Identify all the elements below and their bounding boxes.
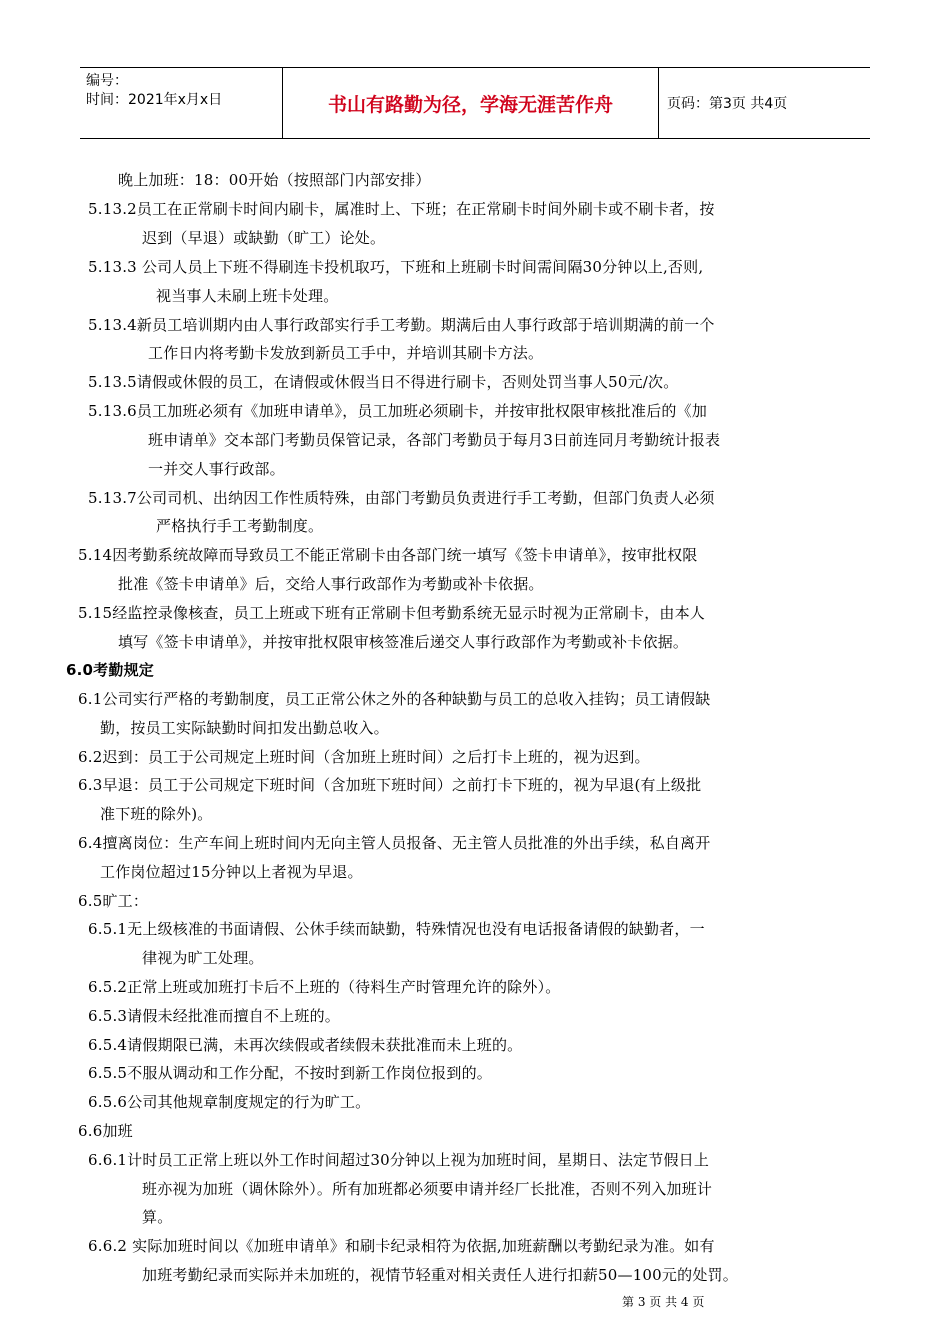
body-line: 6.5.6公司其他规章制度规定的行为旷工。 — [88, 1093, 371, 1111]
body-line: 班亦视为加班（调休除外）。所有加班都必须要申请并经厂长批准，否则不列入加班计 — [142, 1180, 713, 1198]
body-line: 5.14因考勤系统故障而导致员工不能正常刷卡由各部门统一填写《签卡申请单》，按审批权限 — [78, 546, 698, 564]
body-line: 严格执行手工考勤制度。 — [156, 517, 324, 535]
body-line: 6.1公司实行严格的考勤制度，员工正常公休之外的各种缺勤与员工的总收入挂钩；员工请假缺 — [78, 690, 711, 708]
body-line: 5.13.3 公司人员上下班不得刷连卡投机取巧，下班和上班刷卡时间需间隔30分钟以上,否则, — [88, 258, 704, 276]
section-heading: 6.0考勤规定 — [66, 661, 154, 679]
body-line: 批准《签卡申请单》后，交给人事行政部作为考勤或补卡依据。 — [118, 575, 544, 593]
body-line: 5.13.7公司司机、出纳因工作性质特殊，由部门考勤员负责进行手工考勤，但部门负责人必须 — [88, 489, 715, 507]
body-line: 填写《签卡申请单》，并按审批权限审核签准后递交人事行政部作为考勤或补卡依据。 — [118, 633, 689, 651]
body-line: 准下班的除外)。 — [100, 805, 213, 823]
body-line: 6.4擅离岗位：生产车间上班时间内无向主管人员报备、无主管人员批准的外出手续，私自离开 — [78, 834, 711, 852]
body-line: 工作岗位超过15分钟以上者视为早退。 — [100, 863, 363, 881]
doc-date-label: 时间：2021年x月x日 — [86, 92, 223, 108]
body-line: 视当事人未刷上班卡处理。 — [156, 287, 339, 305]
page-header — [80, 67, 870, 139]
header-motto: 书山有路勤为径，学海无涯苦作舟 — [283, 68, 659, 138]
body-line: 6.6加班 — [78, 1122, 133, 1140]
body-line: 工作日内将考勤卡发放到新员工手中，并培训其刷卡方法。 — [148, 344, 544, 362]
header-meta — [80, 68, 283, 138]
body-line: 6.5.2正常上班或加班打卡后不上班的（待料生产时管理允许的除外）。 — [88, 978, 561, 996]
body-line: 5.13.6员工加班必须有《加班申请单》，员工加班必须刷卡，并按审批权限审核批准后的《加 — [88, 402, 708, 420]
body-line: 6.3早退：员工于公司规定下班时间（含加班下班时间）之前打卡下班的，视为早退(有上级批 — [78, 776, 702, 794]
body-line: 加班考勤纪录而实际并未加班的，视情节轻重对相关责任人进行扣薪50—100元的处罚。 — [142, 1266, 738, 1284]
body-line: 6.2迟到：员工于公司规定上班时间（含加班上班时间）之后打卡上班的，视为迟到。 — [78, 748, 650, 766]
body-line: 律视为旷工处理。 — [142, 949, 264, 967]
body-line: 5.13.5请假或休假的员工，在请假或休假当日不得进行刷卡，否则处罚当事人50元/次。 — [88, 373, 679, 391]
body-line: 6.5.1无上级核准的书面请假、公休手续而缺勤，特殊情况也没有电话报备请假的缺勤者，一 — [88, 920, 705, 938]
body-line: 6.6.1计时员工正常上班以外工作时间超过30分钟以上视为加班时间，星期日、法定节假日上 — [88, 1151, 710, 1169]
body-line: 6.5.4请假期限已满，未再次续假或者续假未获批准而未上班的。 — [88, 1036, 523, 1054]
body-line: 5.15经监控录像核查，员工上班或下班有正常刷卡但考勤系统无显示时视为正常刷卡，由本人 — [78, 604, 706, 622]
body-line: 迟到（早退）或缺勤（旷工）论处。 — [142, 229, 386, 247]
body-line: 6.5旷工： — [78, 892, 149, 910]
body-line: 5.13.4新员工培训期内由人事行政部实行手工考勤。期满后由人事行政部于培训期满的前一个 — [88, 316, 715, 334]
body-line: 6.5.5不服从调动和工作分配，不按时到新工作岗位报到的。 — [88, 1064, 492, 1082]
body-line: 班申请单》交本部门考勤员保管记录，各部门考勤员于每月3日前连同月考勤统计报表 — [148, 431, 721, 449]
body-line: 勤，按员工实际缺勤时间扣发出勤总收入。 — [100, 719, 389, 737]
body-line: 6.6.2 实际加班时间以《加班申请单》和刷卡纪录相符为依据,加班薪酬以考勤纪录为准。如有 — [88, 1237, 715, 1255]
page-footer: 第 3 页 共 4 页 — [622, 1295, 705, 1309]
body-line: 算。 — [142, 1208, 173, 1226]
body-line: 一并交人事行政部。 — [148, 460, 285, 478]
body-line: 6.5.3请假未经批准而擅自不上班的。 — [88, 1007, 340, 1025]
doc-number-label: 编号： — [86, 73, 128, 89]
body-line: 晚上加班：18：00开始（按照部门内部安排） — [118, 171, 431, 189]
header-page-number: 页码：第3页 共4页 — [667, 96, 788, 112]
body-line: 5.13.2员工在正常刷卡时间内刷卡，属准时上、下班；在正常刷卡时间外刷卡或不刷卡者，按 — [88, 200, 715, 218]
